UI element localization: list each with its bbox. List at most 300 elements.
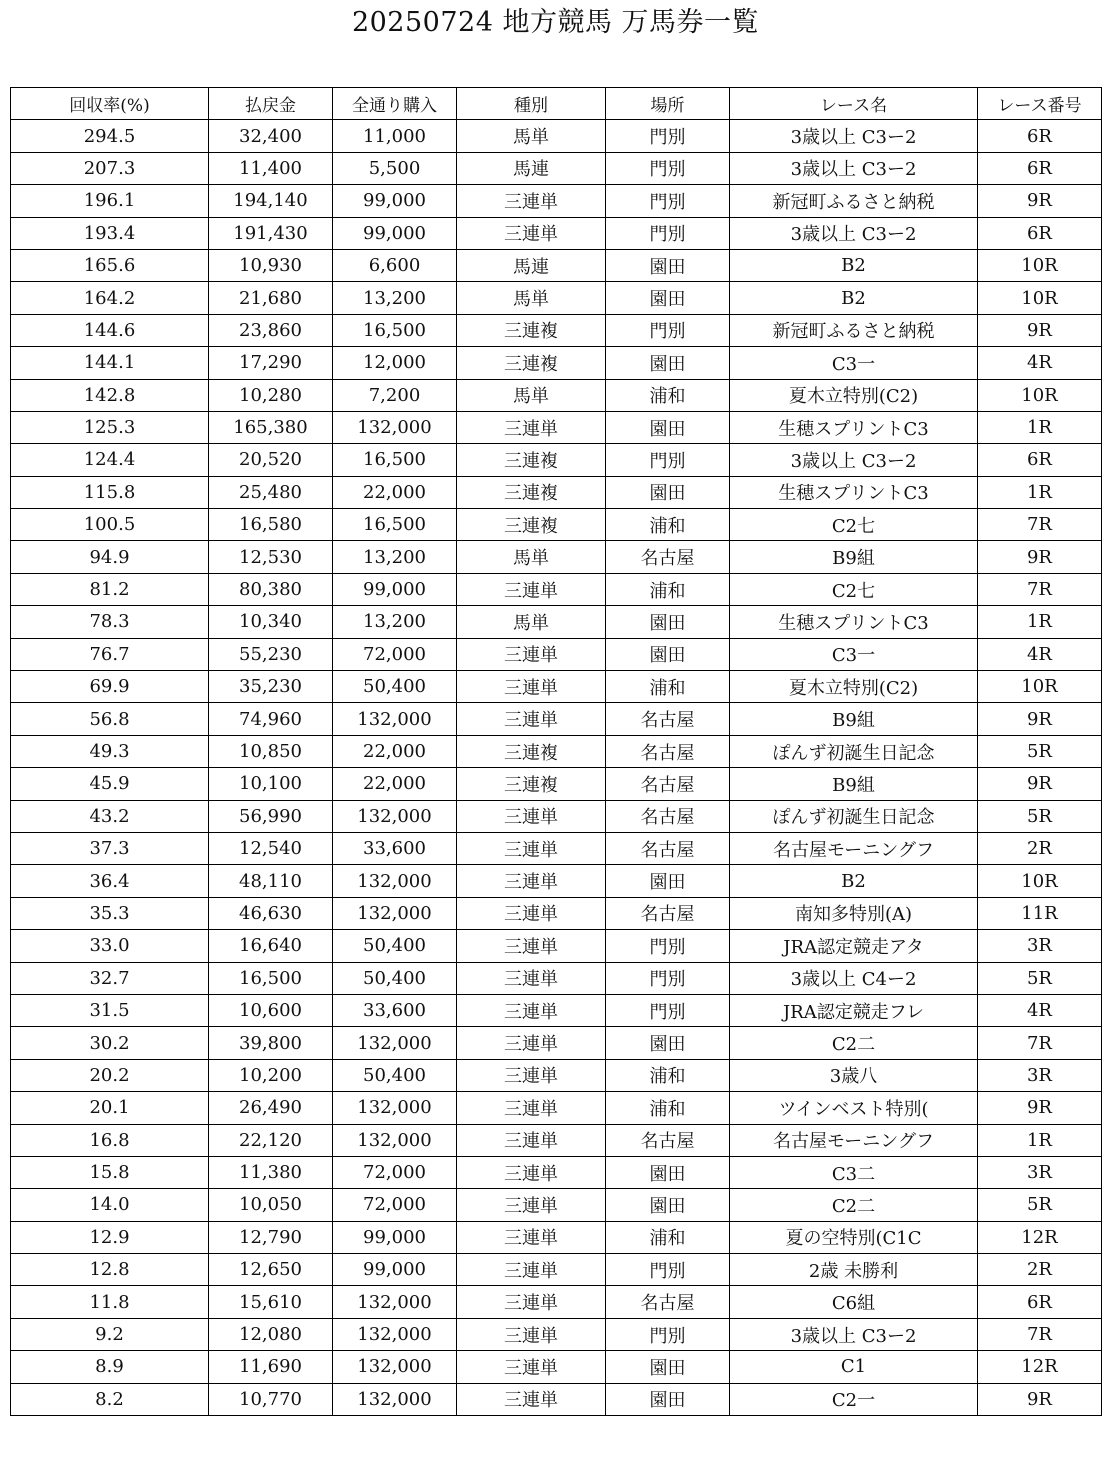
recovery-rate-cell: 115.8 [11, 476, 209, 508]
total-purchase-cell: 13,200 [333, 606, 457, 638]
table-row [11, 1318, 1102, 1350]
race-name-cell: B2 [730, 865, 978, 897]
bet-type-cell: 三連複 [457, 347, 606, 379]
race-number-cell: 7R [978, 509, 1102, 541]
race-name-cell: 南知多特別(A) [730, 897, 978, 929]
venue-cell: 門別 [606, 1254, 730, 1286]
race-number-cell: 6R [978, 1286, 1102, 1318]
total-purchase-cell: 13,200 [333, 282, 457, 314]
recovery-rate-cell: 31.5 [11, 994, 209, 1026]
bet-type-cell: 三連単 [457, 962, 606, 994]
total-purchase-cell: 72,000 [333, 1156, 457, 1188]
header-race-name: レース名 [730, 88, 978, 120]
total-purchase-cell: 72,000 [333, 1189, 457, 1221]
bet-type-cell: 三連単 [457, 1092, 606, 1124]
race-number-cell: 4R [978, 994, 1102, 1026]
venue-cell: 園田 [606, 865, 730, 897]
bet-type-cell: 馬連 [457, 249, 606, 281]
venue-cell: 名古屋 [606, 800, 730, 832]
recovery-rate-cell: 125.3 [11, 411, 209, 443]
payout-cell: 39,800 [209, 1027, 333, 1059]
race-number-cell: 1R [978, 1124, 1102, 1156]
race-name-cell: 3歳以上 C3ー2 [730, 217, 978, 249]
payout-cell: 56,990 [209, 800, 333, 832]
recovery-rate-cell: 76.7 [11, 638, 209, 670]
bet-type-cell: 三連単 [457, 671, 606, 703]
total-purchase-cell: 16,500 [333, 509, 457, 541]
bet-type-cell: 三連単 [457, 1156, 606, 1188]
table-row [11, 1221, 1102, 1253]
table-row [11, 865, 1102, 897]
payout-cell: 191,430 [209, 217, 333, 249]
bet-type-cell: 三連単 [457, 185, 606, 217]
recovery-rate-cell: 49.3 [11, 735, 209, 767]
venue-cell: 園田 [606, 1027, 730, 1059]
race-number-cell: 10R [978, 379, 1102, 411]
recovery-rate-cell: 78.3 [11, 606, 209, 638]
total-purchase-cell: 99,000 [333, 1254, 457, 1286]
race-name-cell: 生穂スプリントC3 [730, 606, 978, 638]
table-row [11, 832, 1102, 864]
table-row [11, 703, 1102, 735]
table-row [11, 962, 1102, 994]
table-row [11, 282, 1102, 314]
bet-type-cell: 三連複 [457, 768, 606, 800]
race-number-cell: 9R [978, 1383, 1102, 1415]
race-number-cell: 7R [978, 573, 1102, 605]
venue-cell: 浦和 [606, 509, 730, 541]
header-race-number: レース番号 [978, 88, 1102, 120]
table-row [11, 735, 1102, 767]
total-purchase-cell: 99,000 [333, 185, 457, 217]
race-name-cell: B2 [730, 282, 978, 314]
total-purchase-cell: 99,000 [333, 217, 457, 249]
bet-type-cell: 三連単 [457, 1059, 606, 1091]
payout-cell: 12,080 [209, 1318, 333, 1350]
payout-cell: 55,230 [209, 638, 333, 670]
total-purchase-cell: 132,000 [333, 897, 457, 929]
table-row [11, 1124, 1102, 1156]
header-recovery-rate: 回収率(%) [11, 88, 209, 120]
venue-cell: 名古屋 [606, 703, 730, 735]
recovery-rate-cell: 32.7 [11, 962, 209, 994]
payout-cell: 16,640 [209, 930, 333, 962]
venue-cell: 門別 [606, 1318, 730, 1350]
table-row [11, 541, 1102, 573]
table-row [11, 994, 1102, 1026]
table-row [11, 185, 1102, 217]
recovery-rate-cell: 33.0 [11, 930, 209, 962]
venue-cell: 門別 [606, 152, 730, 184]
table-row [11, 897, 1102, 929]
race-name-cell: C2二 [730, 1027, 978, 1059]
race-name-cell: 3歳以上 C3ー2 [730, 444, 978, 476]
payout-cell: 10,100 [209, 768, 333, 800]
table-row [11, 1059, 1102, 1091]
payout-cell: 15,610 [209, 1286, 333, 1318]
table-row [11, 444, 1102, 476]
total-purchase-cell: 7,200 [333, 379, 457, 411]
venue-cell: 園田 [606, 476, 730, 508]
race-number-cell: 5R [978, 735, 1102, 767]
race-name-cell: 生穂スプリントC3 [730, 476, 978, 508]
total-purchase-cell: 6,600 [333, 249, 457, 281]
total-purchase-cell: 50,400 [333, 671, 457, 703]
table-row [11, 217, 1102, 249]
race-name-cell: 夏木立特別(C2) [730, 671, 978, 703]
race-number-cell: 9R [978, 541, 1102, 573]
total-purchase-cell: 5,500 [333, 152, 457, 184]
race-number-cell: 5R [978, 1189, 1102, 1221]
recovery-rate-cell: 144.1 [11, 347, 209, 379]
payout-cell: 20,520 [209, 444, 333, 476]
venue-cell: 門別 [606, 962, 730, 994]
race-number-cell: 9R [978, 1092, 1102, 1124]
race-number-cell: 6R [978, 217, 1102, 249]
venue-cell: 園田 [606, 1189, 730, 1221]
recovery-rate-cell: 124.4 [11, 444, 209, 476]
table-row [11, 347, 1102, 379]
total-purchase-cell: 132,000 [333, 1124, 457, 1156]
recovery-rate-cell: 165.6 [11, 249, 209, 281]
table-row [11, 930, 1102, 962]
race-number-cell: 6R [978, 444, 1102, 476]
header-payout: 払戻金 [209, 88, 333, 120]
table-row [11, 573, 1102, 605]
table-row [11, 1156, 1102, 1188]
total-purchase-cell: 132,000 [333, 1027, 457, 1059]
header-bet-type: 種別 [457, 88, 606, 120]
venue-cell: 門別 [606, 930, 730, 962]
race-number-cell: 10R [978, 865, 1102, 897]
payout-cell: 11,400 [209, 152, 333, 184]
race-number-cell: 1R [978, 476, 1102, 508]
bet-type-cell: 三連単 [457, 832, 606, 864]
venue-cell: 門別 [606, 217, 730, 249]
bet-type-cell: 馬連 [457, 152, 606, 184]
recovery-rate-cell: 43.2 [11, 800, 209, 832]
total-purchase-cell: 99,000 [333, 1221, 457, 1253]
bet-type-cell: 三連単 [457, 994, 606, 1026]
total-purchase-cell: 16,500 [333, 444, 457, 476]
bet-type-cell: 馬単 [457, 541, 606, 573]
bet-type-cell: 三連単 [457, 800, 606, 832]
table-row [11, 314, 1102, 346]
venue-cell: 浦和 [606, 1221, 730, 1253]
bet-type-cell: 三連単 [457, 703, 606, 735]
payout-cell: 25,480 [209, 476, 333, 508]
race-number-cell: 9R [978, 768, 1102, 800]
venue-cell: 浦和 [606, 671, 730, 703]
payout-cell: 17,290 [209, 347, 333, 379]
venue-cell: 浦和 [606, 379, 730, 411]
race-name-cell: B9組 [730, 703, 978, 735]
venue-cell: 名古屋 [606, 1124, 730, 1156]
race-number-cell: 12R [978, 1351, 1102, 1383]
venue-cell: 浦和 [606, 1059, 730, 1091]
bet-type-cell: 三連単 [457, 1221, 606, 1253]
race-name-cell: B9組 [730, 541, 978, 573]
total-purchase-cell: 72,000 [333, 638, 457, 670]
payout-cell: 10,050 [209, 1189, 333, 1221]
payout-cell: 46,630 [209, 897, 333, 929]
table-row [11, 249, 1102, 281]
payout-cell: 16,580 [209, 509, 333, 541]
total-purchase-cell: 22,000 [333, 735, 457, 767]
recovery-rate-cell: 56.8 [11, 703, 209, 735]
total-purchase-cell: 33,600 [333, 832, 457, 864]
race-name-cell: ツインベスト特別( [730, 1092, 978, 1124]
total-purchase-cell: 132,000 [333, 1286, 457, 1318]
bet-type-cell: 馬単 [457, 606, 606, 638]
payout-cell: 10,280 [209, 379, 333, 411]
payout-cell: 35,230 [209, 671, 333, 703]
recovery-rate-cell: 294.5 [11, 120, 209, 152]
race-name-cell: 3歳以上 C3ー2 [730, 1318, 978, 1350]
race-number-cell: 3R [978, 1156, 1102, 1188]
recovery-rate-cell: 45.9 [11, 768, 209, 800]
venue-cell: 園田 [606, 282, 730, 314]
race-name-cell: B9組 [730, 768, 978, 800]
total-purchase-cell: 33,600 [333, 994, 457, 1026]
bet-type-cell: 三連単 [457, 1383, 606, 1415]
payout-cell: 165,380 [209, 411, 333, 443]
race-number-cell: 12R [978, 1221, 1102, 1253]
total-purchase-cell: 132,000 [333, 1092, 457, 1124]
total-purchase-cell: 22,000 [333, 476, 457, 508]
table-row [11, 800, 1102, 832]
race-name-cell: ぽんず初誕生日記念 [730, 800, 978, 832]
race-number-cell: 10R [978, 671, 1102, 703]
payout-cell: 74,960 [209, 703, 333, 735]
venue-cell: 門別 [606, 120, 730, 152]
race-number-cell: 4R [978, 347, 1102, 379]
venue-cell: 園田 [606, 347, 730, 379]
table-row [11, 476, 1102, 508]
total-purchase-cell: 11,000 [333, 120, 457, 152]
bet-type-cell: 三連単 [457, 865, 606, 897]
payout-cell: 194,140 [209, 185, 333, 217]
bet-type-cell: 三連複 [457, 735, 606, 767]
recovery-rate-cell: 193.4 [11, 217, 209, 249]
race-number-cell: 9R [978, 703, 1102, 735]
race-number-cell: 1R [978, 606, 1102, 638]
bet-type-cell: 三連単 [457, 1254, 606, 1286]
recovery-rate-cell: 164.2 [11, 282, 209, 314]
race-number-cell: 7R [978, 1318, 1102, 1350]
venue-cell: 園田 [606, 638, 730, 670]
total-purchase-cell: 99,000 [333, 573, 457, 605]
venue-cell: 園田 [606, 606, 730, 638]
payout-cell: 21,680 [209, 282, 333, 314]
venue-cell: 門別 [606, 314, 730, 346]
race-name-cell: C3一 [730, 638, 978, 670]
recovery-rate-cell: 20.1 [11, 1092, 209, 1124]
payout-cell: 48,110 [209, 865, 333, 897]
race-number-cell: 3R [978, 1059, 1102, 1091]
race-name-cell: C2二 [730, 1189, 978, 1221]
payout-cell: 11,380 [209, 1156, 333, 1188]
recovery-rate-cell: 37.3 [11, 832, 209, 864]
recovery-rate-cell: 12.8 [11, 1254, 209, 1286]
race-name-cell: 夏木立特別(C2) [730, 379, 978, 411]
recovery-rate-cell: 144.6 [11, 314, 209, 346]
bet-type-cell: 三連単 [457, 1027, 606, 1059]
recovery-rate-cell: 142.8 [11, 379, 209, 411]
bet-type-cell: 三連複 [457, 314, 606, 346]
venue-cell: 園田 [606, 1351, 730, 1383]
venue-cell: 門別 [606, 185, 730, 217]
total-purchase-cell: 132,000 [333, 1318, 457, 1350]
table-body [11, 120, 1102, 1416]
bet-type-cell: 三連単 [457, 930, 606, 962]
recovery-rate-cell: 12.9 [11, 1221, 209, 1253]
venue-cell: 園田 [606, 249, 730, 281]
payout-cell: 16,500 [209, 962, 333, 994]
table-row [11, 1286, 1102, 1318]
recovery-rate-cell: 16.8 [11, 1124, 209, 1156]
race-name-cell: 名古屋モーニングフ [730, 1124, 978, 1156]
race-number-cell: 5R [978, 800, 1102, 832]
race-name-cell: ぽんず初誕生日記念 [730, 735, 978, 767]
total-purchase-cell: 50,400 [333, 930, 457, 962]
payout-cell: 12,790 [209, 1221, 333, 1253]
payout-cell: 10,600 [209, 994, 333, 1026]
total-purchase-cell: 12,000 [333, 347, 457, 379]
page-title: 20250724 地方競馬 万馬券一覧 [351, 7, 760, 38]
venue-cell: 浦和 [606, 573, 730, 605]
payout-cell: 22,120 [209, 1124, 333, 1156]
bet-type-cell: 三連単 [457, 638, 606, 670]
recovery-rate-cell: 15.8 [11, 1156, 209, 1188]
bet-type-cell: 三連単 [457, 217, 606, 249]
venue-cell: 門別 [606, 994, 730, 1026]
table-row [11, 411, 1102, 443]
race-number-cell: 9R [978, 185, 1102, 217]
table-row [11, 152, 1102, 184]
bet-type-cell: 馬単 [457, 379, 606, 411]
table-row [11, 120, 1102, 152]
total-purchase-cell: 22,000 [333, 768, 457, 800]
venue-cell: 園田 [606, 1383, 730, 1415]
table-row [11, 1351, 1102, 1383]
race-number-cell: 10R [978, 282, 1102, 314]
table-row [11, 509, 1102, 541]
venue-cell: 門別 [606, 444, 730, 476]
table-row [11, 1027, 1102, 1059]
payout-cell: 10,930 [209, 249, 333, 281]
recovery-rate-cell: 207.3 [11, 152, 209, 184]
table-row [11, 379, 1102, 411]
race-name-cell: 3歳八 [730, 1059, 978, 1091]
race-number-cell: 10R [978, 249, 1102, 281]
payout-cell: 12,530 [209, 541, 333, 573]
bet-type-cell: 三連単 [457, 411, 606, 443]
bet-type-cell: 三連単 [457, 1189, 606, 1221]
table-row [11, 1189, 1102, 1221]
bet-type-cell: 三連単 [457, 1124, 606, 1156]
payout-cell: 80,380 [209, 573, 333, 605]
bet-type-cell: 三連単 [457, 1318, 606, 1350]
table-row [11, 768, 1102, 800]
venue-cell: 名古屋 [606, 768, 730, 800]
total-purchase-cell: 132,000 [333, 703, 457, 735]
table-row [11, 606, 1102, 638]
recovery-rate-cell: 100.5 [11, 509, 209, 541]
race-name-cell: 2歳 未勝利 [730, 1254, 978, 1286]
venue-cell: 園田 [606, 1156, 730, 1188]
race-number-cell: 6R [978, 120, 1102, 152]
recovery-rate-cell: 35.3 [11, 897, 209, 929]
payout-cell: 10,200 [209, 1059, 333, 1091]
race-number-cell: 9R [978, 314, 1102, 346]
recovery-rate-cell: 20.2 [11, 1059, 209, 1091]
venue-cell: 名古屋 [606, 897, 730, 929]
bet-type-cell: 三連単 [457, 1286, 606, 1318]
race-name-cell: JRA認定競走フレ [730, 994, 978, 1026]
table-row [11, 1383, 1102, 1415]
payout-table [10, 87, 1102, 1416]
race-number-cell: 2R [978, 832, 1102, 864]
venue-cell: 名古屋 [606, 541, 730, 573]
bet-type-cell: 馬単 [457, 282, 606, 314]
venue-cell: 園田 [606, 411, 730, 443]
payout-cell: 32,400 [209, 120, 333, 152]
bet-type-cell: 馬単 [457, 120, 606, 152]
race-name-cell: 3歳以上 C3ー2 [730, 120, 978, 152]
recovery-rate-cell: 36.4 [11, 865, 209, 897]
recovery-rate-cell: 11.8 [11, 1286, 209, 1318]
recovery-rate-cell: 81.2 [11, 573, 209, 605]
recovery-rate-cell: 196.1 [11, 185, 209, 217]
race-name-cell: C2一 [730, 1383, 978, 1415]
table-row [11, 1254, 1102, 1286]
race-name-cell: 新冠町ふるさと納税 [730, 185, 978, 217]
venue-cell: 名古屋 [606, 1286, 730, 1318]
table-row [11, 1092, 1102, 1124]
total-purchase-cell: 132,000 [333, 1351, 457, 1383]
race-number-cell: 1R [978, 411, 1102, 443]
race-name-cell: 夏の空特別(C1C [730, 1221, 978, 1253]
total-purchase-cell: 13,200 [333, 541, 457, 573]
venue-cell: 名古屋 [606, 735, 730, 767]
race-number-cell: 6R [978, 152, 1102, 184]
bet-type-cell: 三連単 [457, 1351, 606, 1383]
header-row [11, 88, 1102, 120]
race-name-cell: C3一 [730, 347, 978, 379]
race-number-cell: 7R [978, 1027, 1102, 1059]
recovery-rate-cell: 8.2 [11, 1383, 209, 1415]
race-name-cell: 新冠町ふるさと納税 [730, 314, 978, 346]
header-venue: 場所 [606, 88, 730, 120]
total-purchase-cell: 132,000 [333, 800, 457, 832]
bet-type-cell: 三連単 [457, 897, 606, 929]
race-name-cell: 生穂スプリントC3 [730, 411, 978, 443]
venue-cell: 浦和 [606, 1092, 730, 1124]
total-purchase-cell: 132,000 [333, 1383, 457, 1415]
total-purchase-cell: 50,400 [333, 962, 457, 994]
header-total-purchase: 全通り購入 [333, 88, 457, 120]
race-number-cell: 2R [978, 1254, 1102, 1286]
race-number-cell: 4R [978, 638, 1102, 670]
race-name-cell: C3二 [730, 1156, 978, 1188]
recovery-rate-cell: 94.9 [11, 541, 209, 573]
payout-cell: 10,850 [209, 735, 333, 767]
total-purchase-cell: 16,500 [333, 314, 457, 346]
recovery-rate-cell: 8.9 [11, 1351, 209, 1383]
race-name-cell: C6組 [730, 1286, 978, 1318]
race-name-cell: C1 [730, 1351, 978, 1383]
